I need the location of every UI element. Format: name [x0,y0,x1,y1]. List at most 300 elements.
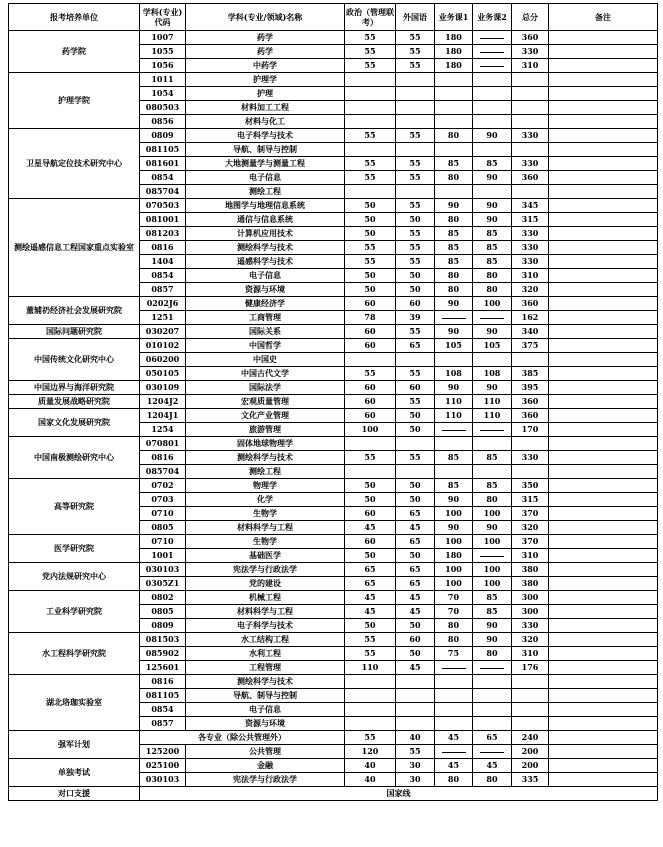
course2-score-cell: 90 [473,171,512,185]
course2-score-cell: 85 [473,157,512,171]
politics-score-cell: 55 [345,157,396,171]
total-score-cell [512,115,549,129]
remarks-cell [549,689,658,703]
total-score-cell: 176 [512,661,549,675]
remarks-cell [549,437,658,451]
course2-score-cell: 80 [473,493,512,507]
subject-code-cell: 030103 [140,563,186,577]
subject-code-cell: 0703 [140,493,186,507]
total-score-cell: 330 [512,157,549,171]
foreign-language-score-cell [396,115,435,129]
remarks-cell [549,675,658,689]
foreign-language-score-cell: 55 [396,745,435,759]
politics-score-cell: 55 [345,731,396,745]
remarks-cell [549,45,658,59]
course1-score-cell: 110 [435,395,473,409]
table-row [9,129,658,143]
subject-code-cell: 1204J2 [140,395,186,409]
subject-code-cell: 0805 [140,605,186,619]
col-header-foreign-language: 外国语 [396,4,435,31]
course2-score-cell [473,549,512,563]
table-row [9,759,658,773]
politics-score-cell: 110 [345,661,396,675]
foreign-language-score-cell [396,101,435,115]
remarks-cell [549,465,658,479]
remarks-cell [549,731,658,745]
politics-score-cell [345,437,396,451]
subject-name-cell: 机械工程 [186,591,345,605]
politics-score-cell [345,185,396,199]
table-row [9,675,658,689]
unit-name-cell: 中国边界与海洋研究院 [9,381,140,395]
politics-score-cell: 55 [345,45,396,59]
course1-score-cell: 100 [435,507,473,521]
subject-name-cell: 固体地球物理学 [186,437,345,451]
course1-score-cell [435,185,473,199]
course2-score-cell [473,717,512,731]
subject-name-cell: 导航、制导与控制 [186,143,345,157]
foreign-language-score-cell [396,437,435,451]
subject-name-cell: 测绘科学与技术 [186,451,345,465]
remarks-cell [549,745,658,759]
foreign-language-score-cell [396,185,435,199]
remarks-cell [549,605,658,619]
subject-name-cell: 电子科学与技术 [186,619,345,633]
remarks-cell [549,619,658,633]
total-score-cell: 370 [512,507,549,521]
course1-score-cell: 45 [435,759,473,773]
foreign-language-score-cell: 65 [396,535,435,549]
foreign-language-score-cell: 30 [396,773,435,787]
politics-score-cell: 55 [345,647,396,661]
subject-code-cell: 0305Z1 [140,577,186,591]
dash-placeholder [442,752,466,753]
total-score-cell [512,689,549,703]
dash-placeholder [480,752,504,753]
course2-score-cell [473,661,512,675]
subject-code-cell: 0816 [140,675,186,689]
remarks-cell [549,255,658,269]
subject-name-cell: 国际关系 [186,325,345,339]
subject-name-cell: 中国哲学 [186,339,345,353]
remarks-cell [549,521,658,535]
subject-code-cell: 085902 [140,647,186,661]
remarks-cell [549,269,658,283]
total-score-cell: 360 [512,395,549,409]
course1-score-cell: 80 [435,283,473,297]
total-score-cell [512,465,549,479]
course1-score-cell: 100 [435,535,473,549]
foreign-language-score-cell: 55 [396,59,435,73]
course1-score-cell: 90 [435,325,473,339]
course2-score-cell [473,59,512,73]
course1-score-cell [435,465,473,479]
subject-name-cell: 国际法学 [186,381,345,395]
total-score-cell: 330 [512,45,549,59]
remarks-cell [549,381,658,395]
course1-score-cell: 80 [435,773,473,787]
subject-code-cell: 0816 [140,451,186,465]
total-score-cell [512,703,549,717]
course2-score-cell: 85 [473,591,512,605]
total-score-cell: 310 [512,59,549,73]
table-row [9,731,658,745]
total-score-cell [512,73,549,87]
subject-name-cell: 地图学与地理信息系统 [186,199,345,213]
course1-score-cell: 70 [435,591,473,605]
course1-score-cell: 80 [435,129,473,143]
course2-score-cell: 110 [473,409,512,423]
foreign-language-score-cell: 45 [396,591,435,605]
politics-score-cell: 50 [345,283,396,297]
subject-name-cell: 测绘科学与技术 [186,675,345,689]
course2-score-cell: 100 [473,535,512,549]
remarks-cell [549,339,658,353]
subject-name-cell: 工程管理 [186,661,345,675]
politics-score-cell [345,675,396,689]
politics-score-cell [345,703,396,717]
course1-score-cell: 85 [435,227,473,241]
unit-name-cell: 工业科学研究院 [9,591,140,633]
subject-code-cell: 0856 [140,115,186,129]
remarks-cell [549,185,658,199]
politics-score-cell: 55 [345,451,396,465]
col-header-course-1: 业务课1 [435,4,473,31]
header-row [9,4,658,31]
politics-score-cell: 55 [345,633,396,647]
foreign-language-score-cell: 60 [396,297,435,311]
subject-name-cell: 测绘工程 [186,185,345,199]
foreign-language-score-cell: 55 [396,451,435,465]
politics-score-cell: 45 [345,521,396,535]
subject-code-cell: 081503 [140,633,186,647]
foreign-language-score-cell: 40 [396,731,435,745]
course1-score-cell: 180 [435,45,473,59]
subject-code-cell: 060200 [140,353,186,367]
total-score-cell: 310 [512,269,549,283]
total-score-cell: 395 [512,381,549,395]
subject-name-cell: 电子信息 [186,703,345,717]
course2-score-cell: 100 [473,563,512,577]
foreign-language-score-cell: 55 [396,171,435,185]
remarks-cell [549,759,658,773]
total-score-cell: 310 [512,549,549,563]
course1-score-cell [435,437,473,451]
unit-name-cell: 高等研究院 [9,479,140,535]
score-table-body [9,31,658,801]
politics-score-cell: 45 [345,605,396,619]
subject-code-cell: 0809 [140,129,186,143]
dash-placeholder [442,668,466,669]
remarks-cell [549,227,658,241]
course1-score-cell [435,143,473,157]
unit-name-cell: 中国南极测绘研究中心 [9,437,140,479]
foreign-language-score-cell: 50 [396,493,435,507]
total-score-cell: 370 [512,535,549,549]
unit-name-cell: 对口支援 [9,787,140,801]
subject-code-cell: 010102 [140,339,186,353]
politics-score-cell: 55 [345,31,396,45]
politics-score-cell: 60 [345,381,396,395]
politics-score-cell: 50 [345,549,396,563]
total-score-cell: 300 [512,591,549,605]
course2-score-cell: 85 [473,451,512,465]
subject-code-cell: 0816 [140,241,186,255]
course1-score-cell: 80 [435,213,473,227]
subject-name-cell: 大地测量学与测量工程 [186,157,345,171]
subject-code-cell: 1404 [140,255,186,269]
course2-score-cell [473,703,512,717]
course1-score-cell: 75 [435,647,473,661]
foreign-language-score-cell: 55 [396,325,435,339]
dash-placeholder [442,430,466,431]
dash-placeholder [480,38,504,39]
subject-name-cell: 工商管理 [186,311,345,325]
subject-code-cell: 030109 [140,381,186,395]
remarks-cell [549,409,658,423]
remarks-cell [549,479,658,493]
unit-name-cell: 卫星导航定位技术研究中心 [9,129,140,199]
course1-score-cell: 90 [435,381,473,395]
subject-code-cell: 0710 [140,535,186,549]
remarks-cell [549,101,658,115]
subject-code-cell: 1204J1 [140,409,186,423]
politics-score-cell: 60 [345,535,396,549]
subject-name-cell: 测绘科学与技术 [186,241,345,255]
foreign-language-score-cell [396,73,435,87]
course1-score-cell [435,87,473,101]
course2-score-cell [473,115,512,129]
table-row [9,409,658,423]
total-score-cell: 330 [512,241,549,255]
course1-score-cell: 80 [435,633,473,647]
foreign-language-score-cell [396,353,435,367]
course2-score-cell [473,45,512,59]
unit-name-cell: 药学院 [9,31,140,73]
subject-name-cell: 资源与环境 [186,717,345,731]
total-score-cell: 350 [512,479,549,493]
course1-score-cell: 85 [435,255,473,269]
politics-score-cell [345,101,396,115]
politics-score-cell: 50 [345,493,396,507]
total-score-cell: 320 [512,521,549,535]
course2-score-cell [473,143,512,157]
table-row [9,633,658,647]
subject-code-cell: 081601 [140,157,186,171]
subject-code-cell: 081105 [140,143,186,157]
subject-name-cell: 水利工程 [186,647,345,661]
course1-score-cell: 80 [435,171,473,185]
subject-code-cell: 0802 [140,591,186,605]
course2-score-cell: 90 [473,619,512,633]
course1-score-cell: 108 [435,367,473,381]
politics-score-cell: 50 [345,227,396,241]
total-score-cell: 330 [512,255,549,269]
course2-score-cell [473,465,512,479]
total-score-cell: 345 [512,199,549,213]
course2-score-cell: 45 [473,759,512,773]
course1-score-cell [435,73,473,87]
politics-score-cell: 55 [345,171,396,185]
subject-code-cell: 050105 [140,367,186,381]
politics-score-cell: 50 [345,213,396,227]
foreign-language-score-cell [396,675,435,689]
course2-score-cell [473,745,512,759]
politics-score-cell: 100 [345,423,396,437]
table-row [9,31,658,45]
course2-score-cell: 90 [473,381,512,395]
unit-name-cell: 医学研究院 [9,535,140,563]
course2-score-cell: 80 [473,773,512,787]
course1-score-cell [435,675,473,689]
remarks-cell [549,367,658,381]
course1-score-cell [435,703,473,717]
politics-score-cell: 55 [345,367,396,381]
subject-code-cell: 0805 [140,521,186,535]
course1-score-cell: 180 [435,549,473,563]
subject-code-cell: 1007 [140,31,186,45]
course1-score-cell: 85 [435,241,473,255]
dash-placeholder [480,52,504,53]
course1-score-cell: 105 [435,339,473,353]
subject-name-cell: 金融 [186,759,345,773]
subject-code-cell: 1056 [140,59,186,73]
subject-code-cell: 0809 [140,619,186,633]
subject-name-cell: 导航、制导与控制 [186,689,345,703]
politics-score-cell: 55 [345,255,396,269]
foreign-language-score-cell: 50 [396,409,435,423]
unit-name-cell: 强军计划 [9,731,140,759]
course2-score-cell: 90 [473,521,512,535]
subject-code-cell: 0854 [140,171,186,185]
subject-name-cell: 通信与信息系统 [186,213,345,227]
course2-score-cell: 85 [473,255,512,269]
foreign-language-score-cell: 50 [396,479,435,493]
course2-score-cell [473,353,512,367]
subject-code-cell: 030207 [140,325,186,339]
course1-score-cell [435,689,473,703]
subject-code-cell: 070801 [140,437,186,451]
total-score-cell: 315 [512,213,549,227]
remarks-cell [549,143,658,157]
course2-score-cell: 100 [473,297,512,311]
remarks-cell [549,213,658,227]
total-score-cell: 170 [512,423,549,437]
course1-score-cell: 100 [435,563,473,577]
remarks-cell [549,549,658,563]
course1-score-cell [435,745,473,759]
politics-score-cell: 60 [345,297,396,311]
course2-score-cell: 80 [473,647,512,661]
politics-score-cell: 55 [345,129,396,143]
subject-name-cell: 党的建设 [186,577,345,591]
unit-name-cell: 国际问题研究院 [9,325,140,339]
politics-score-cell: 45 [345,591,396,605]
foreign-language-score-cell: 65 [396,507,435,521]
foreign-language-score-cell: 65 [396,577,435,591]
politics-score-cell: 50 [345,479,396,493]
subject-name-cell: 宏观质量管理 [186,395,345,409]
foreign-language-score-cell: 50 [396,423,435,437]
remarks-cell [549,87,658,101]
course1-score-cell [435,717,473,731]
dash-placeholder [480,66,504,67]
course2-score-cell: 85 [473,479,512,493]
course1-score-cell: 70 [435,605,473,619]
dash-placeholder [480,318,504,319]
course2-score-cell: 100 [473,577,512,591]
foreign-language-score-cell: 55 [396,45,435,59]
subject-name-cell: 材料加工工程 [186,101,345,115]
foreign-language-score-cell: 65 [396,339,435,353]
subject-name-cell: 药学 [186,45,345,59]
subject-name-cell: 化学 [186,493,345,507]
course1-score-cell [435,101,473,115]
subject-name-cell: 护理学 [186,73,345,87]
remarks-cell [549,647,658,661]
total-score-cell [512,87,549,101]
politics-score-cell [345,143,396,157]
foreign-language-score-cell: 50 [396,647,435,661]
politics-score-cell: 60 [345,507,396,521]
remarks-cell [549,717,658,731]
foreign-language-score-cell: 30 [396,759,435,773]
total-score-cell: 200 [512,745,549,759]
table-row [9,787,658,801]
subject-name-cell: 材料与化工 [186,115,345,129]
total-score-cell: 300 [512,605,549,619]
course1-score-cell: 85 [435,479,473,493]
table-row [9,591,658,605]
total-score-cell: 385 [512,367,549,381]
remarks-cell [549,115,658,129]
subject-name-cell: 材料科学与工程 [186,605,345,619]
unit-name-cell: 党内法规研究中心 [9,563,140,591]
politics-score-cell [345,115,396,129]
total-score-cell [512,185,549,199]
course2-score-cell [473,675,512,689]
subject-code-cell: 0702 [140,479,186,493]
politics-score-cell: 50 [345,199,396,213]
dash-placeholder [480,430,504,431]
subject-name-cell: 生物学 [186,535,345,549]
merged-subject-cell: 各专业（除公共管理外） [140,731,345,745]
course1-score-cell [435,661,473,675]
subject-name-cell: 物理学 [186,479,345,493]
course2-score-cell [473,87,512,101]
admission-score-table [8,3,658,801]
foreign-language-score-cell: 55 [396,157,435,171]
total-score-cell: 340 [512,325,549,339]
subject-name-cell: 中国史 [186,353,345,367]
remarks-cell [549,129,658,143]
total-score-cell [512,675,549,689]
subject-name-cell: 材料科学与工程 [186,521,345,535]
course2-score-cell: 80 [473,269,512,283]
politics-score-cell [345,717,396,731]
politics-score-cell: 55 [345,59,396,73]
subject-name-cell: 资源与环境 [186,283,345,297]
subject-name-cell: 护理 [186,87,345,101]
subject-code-cell: 1011 [140,73,186,87]
unit-name-cell: 湖北珞珈实验室 [9,675,140,731]
foreign-language-score-cell: 55 [396,129,435,143]
subject-name-cell: 健康经济学 [186,297,345,311]
politics-score-cell: 60 [345,325,396,339]
table-row [9,199,658,213]
subject-code-cell: 081203 [140,227,186,241]
remarks-cell [549,59,658,73]
